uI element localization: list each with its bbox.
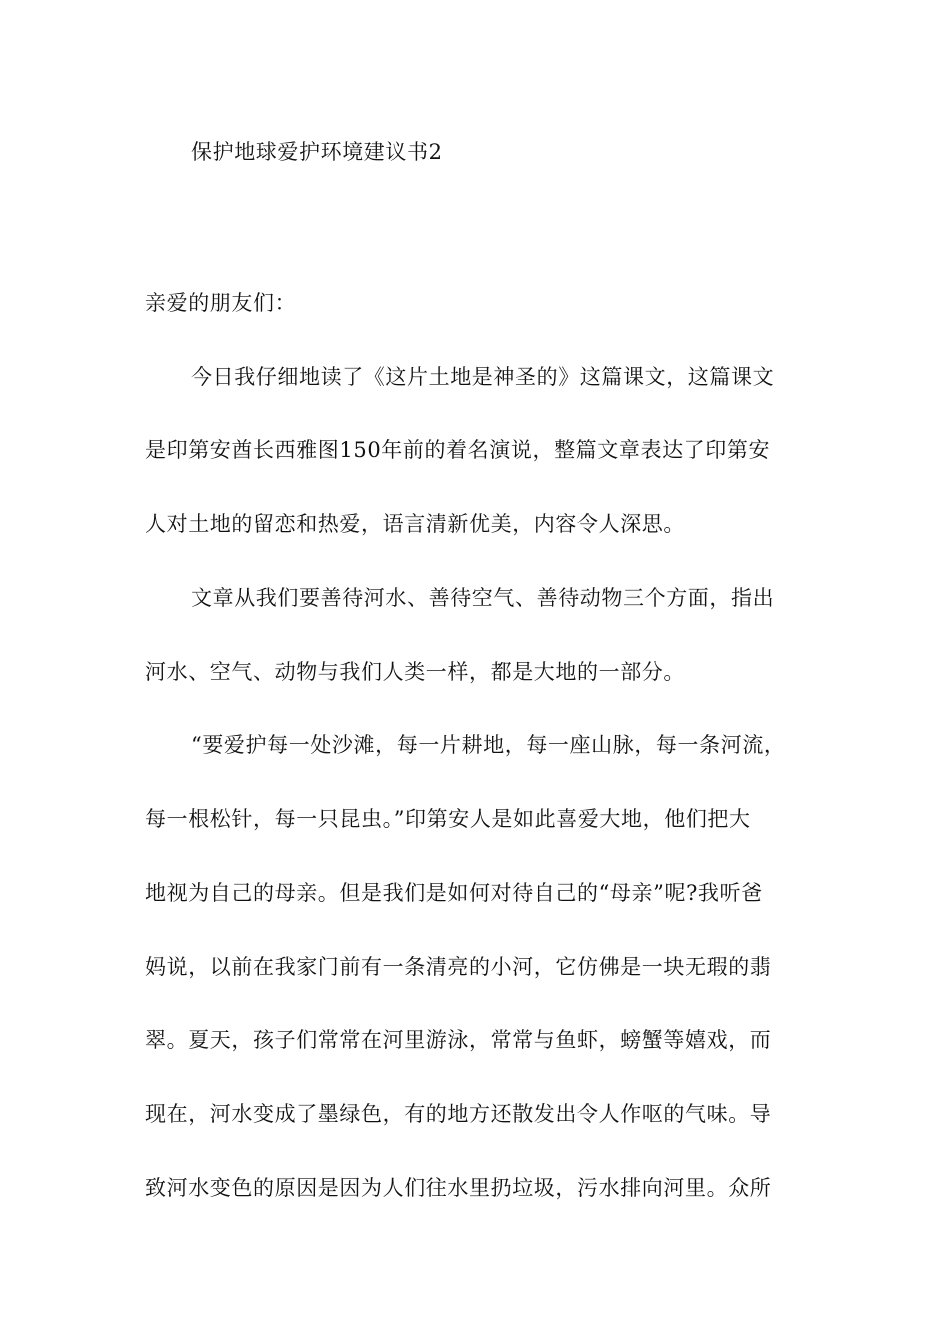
- paragraph-line: 文章从我们要善待河水、善待空气、善待动物三个方面，指出: [191, 586, 775, 610]
- paragraph-line: 现在，河水变成了墨绿色，有的地方还散发出令人作呕的气味。导: [145, 1102, 772, 1126]
- salutation: 亲爱的朋友们：: [145, 291, 297, 315]
- paragraph-line: 妈说，以前在我家门前有一条清亮的小河，它仿佛是一块无瑕的翡: [145, 955, 772, 979]
- paragraph-line: 今日我仔细地读了《这片土地是神圣的》这篇课文，这篇课文: [191, 365, 775, 389]
- paragraph-line: 人对土地的留恋和热爱，语言清新优美，内容令人深思。: [145, 512, 685, 536]
- paragraph-line: 河水、空气、动物与我们人类一样，都是大地的一部分。: [145, 660, 685, 684]
- paragraph-line: 地视为自己的母亲。但是我们是如何对待自己的“母亲”呢?我听爸: [145, 881, 763, 905]
- paragraph-line: 致河水变色的原因是因为人们往水里扔垃圾，污水排向河里。众所: [145, 1176, 772, 1200]
- paragraph-line: 翠。夏天，孩子们常常在河里游泳，常常与鱼虾，螃蟹等嬉戏，而: [145, 1028, 772, 1052]
- paragraph-line: 是印第安酋长西雅图150年前的着名演说，整篇文章表达了印第安: [145, 438, 771, 462]
- paragraph-line: 每一根松针，每一只昆虫。”印第安人是如此喜爱大地，他们把大: [145, 807, 751, 831]
- paragraph-line: “要爱护每一处沙滩，每一片耕地，每一座山脉，每一条河流，: [191, 733, 786, 757]
- document-title: 保护地球爱护环境建议书2: [191, 140, 443, 164]
